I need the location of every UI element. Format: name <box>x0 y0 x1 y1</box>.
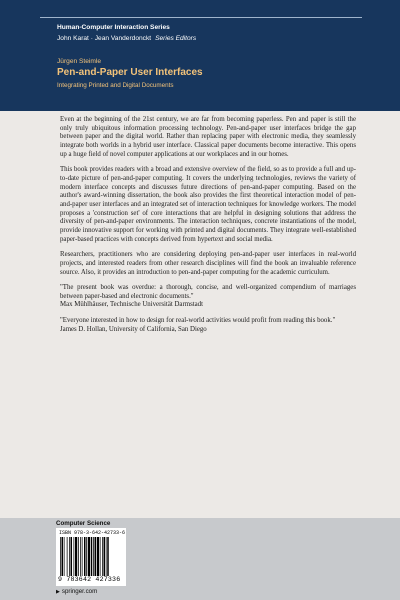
barcode-panel <box>56 528 126 586</box>
blurb-paragraph-3: Researchers, practitioners who are considering deploying pen-and-paper user interfaces in real-world projects, and interested readers from other research disciplines will find the book an invaluable reference source. Also, it provides an introduction to pen-and-paper computing for the academic curriculum. <box>60 251 356 276</box>
publisher-url-text: springer.com <box>61 588 98 595</box>
author-name: Jürgen Steimle <box>57 58 101 65</box>
barcode-digits: 9 783642 427336 <box>58 576 121 583</box>
subject-category: Computer Science <box>56 520 111 527</box>
review-quote-2: "Everyone interested in how to design for real-world activities would profit from reading this book." <box>60 317 336 325</box>
blurb-text <box>60 116 356 341</box>
series-editors-role: Series Editors <box>155 35 197 42</box>
publisher-link[interactable] <box>56 588 97 595</box>
arrow-right-icon: ▶ <box>56 589 60 595</box>
review-attribution-1: Max Mühlhäuser, Technische Universität Darmstadt <box>60 301 203 309</box>
blurb-paragraph-2: This book provides readers with a broad and extensive overview of the field, so as to provide a full and up-to-date picture of pen-and-paper computing. It covers the underlying technologies, reviews the variety of modern interface concepts and discusses future directions of pen-and-paper computing. Based on the author's award-winning dissertation, the book also provides the first theoretical interaction model of pen-and-paper user interfaces and an integrated set of interaction techniques for knowledge workers. The model proposes a 'construction set' of core interactions that are helpful in designing solutions that address the diversity of pen-and-paper environments. The interaction techniques, concrete instantiations of the model, provide innovative support for working with printed and digital documents. They integrate well-established paper-based practices with concepts derived from hypertext and social media. <box>60 166 356 243</box>
book-subtitle: Integrating Printed and Digital Documents <box>57 82 174 89</box>
barcode-icon <box>60 537 122 576</box>
series-editors: John Karat · Jean Vanderdonckt <box>57 35 152 42</box>
blurb-paragraph-1: Even at the beginning of the 21st century, we are far from becoming paperless. Pen and paper is still the only truly ubiquitous information processing technology. Pen-and-paper user interfaces bridge the gap between paper and the digital world. Rather than replacing paper with electronic media, they seamlessly integrate both worlds in a hybrid user interface. Classical paper documents become interactive. This opens up a huge field of novel computer applications at our workplaces and in our homes. <box>60 116 356 158</box>
series-editors-line <box>57 35 196 42</box>
book-title: Pen-and-Paper User Interfaces <box>57 67 203 78</box>
header-rule <box>40 17 362 18</box>
review-quote-1: "The present book was overdue: a thorough, concise, and well-organized compendium of marriages between paper-based and electronic documents." <box>60 284 356 300</box>
isbn-label: ISBN 978-3-642-42733-6 <box>59 530 126 536</box>
series-title: Human-Computer Interaction Series <box>57 24 170 31</box>
review-attribution-2: James D. Hollan, University of California, San Diego <box>60 325 207 333</box>
